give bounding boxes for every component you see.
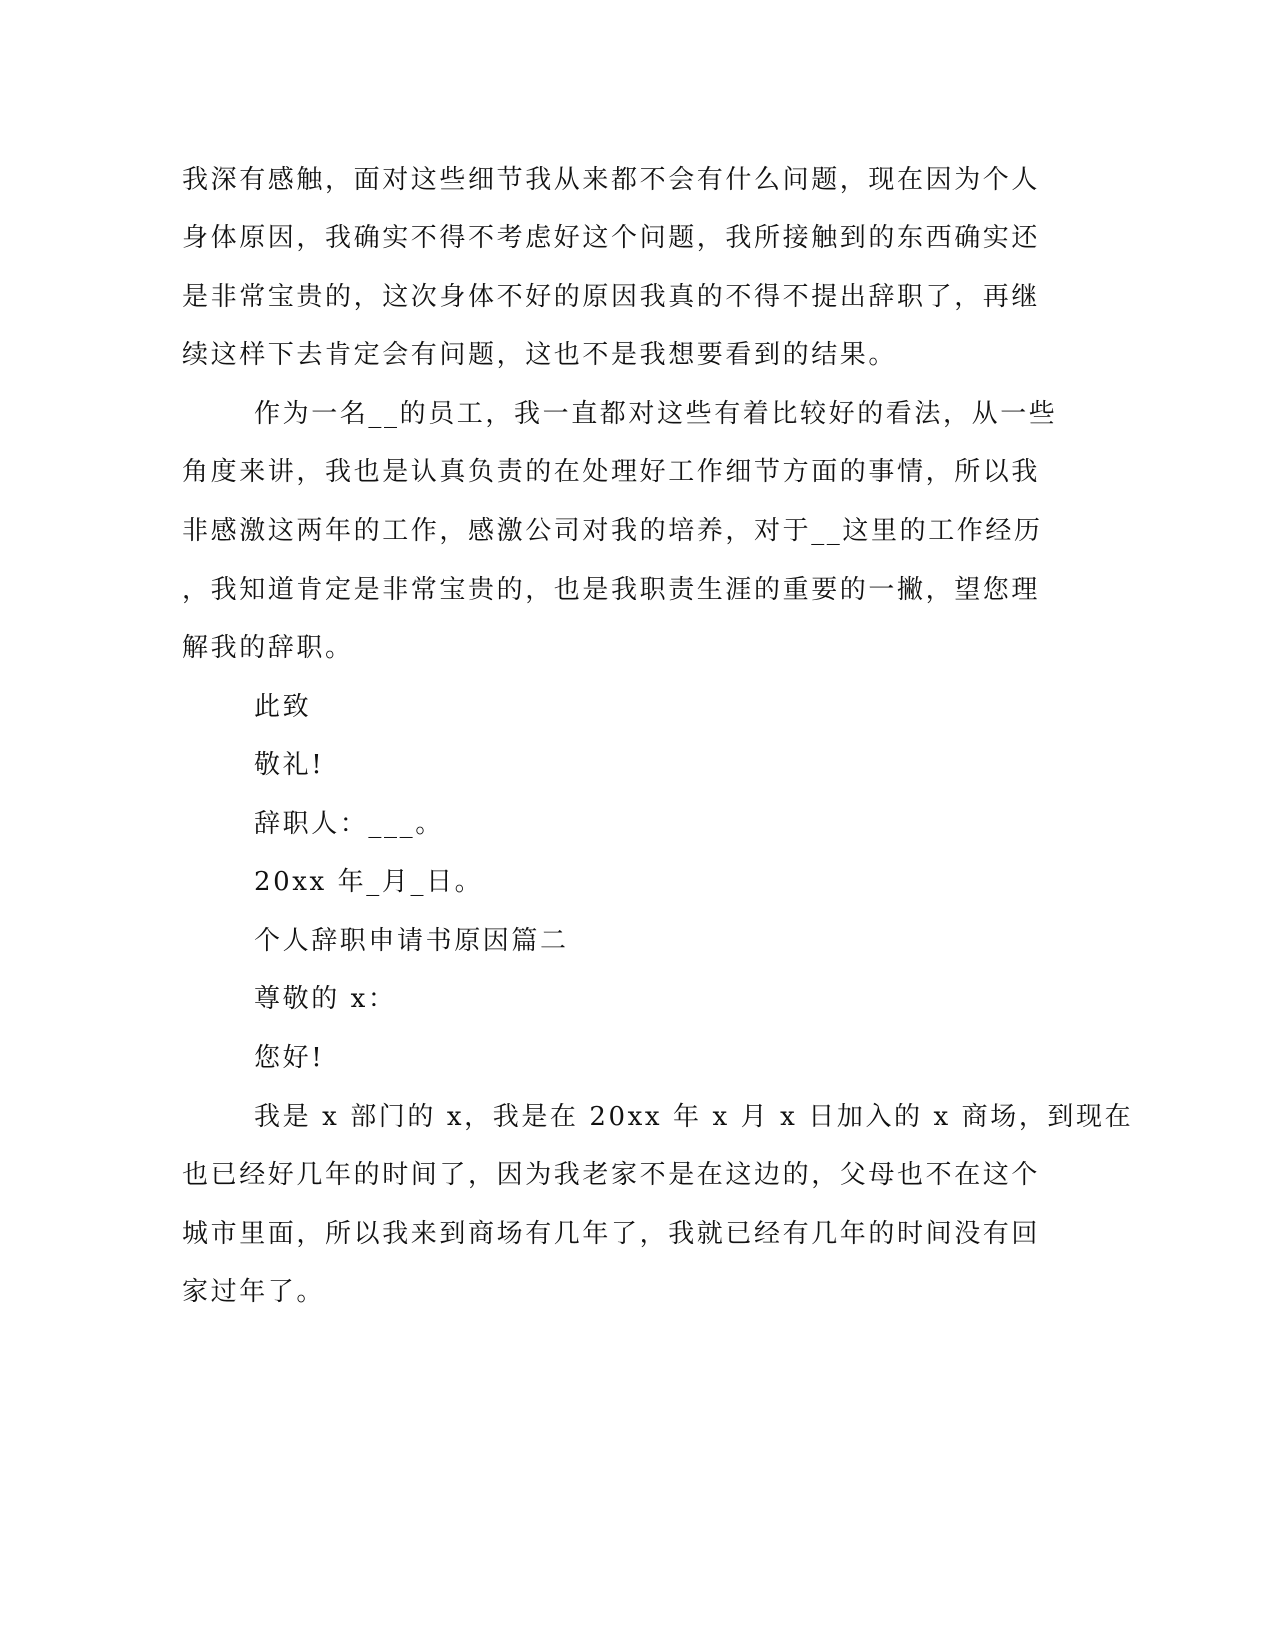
paragraph-2-line-4: ，我知道肯定是非常宝贵的，也是我职责生涯的重要的一撇，望您理 bbox=[182, 575, 1041, 605]
hello-text: 您好! bbox=[254, 1043, 325, 1073]
section-title: 个人辞职申请书原因篇二 bbox=[254, 926, 569, 956]
paragraph-1-line-1: 我深有感触，面对这些细节我从来都不会有什么问题，现在因为个人 bbox=[182, 165, 1041, 195]
paragraph-2-line-3: 非感激这两年的工作，感激公司对我的培养，对于__这里的工作经历 bbox=[182, 516, 1043, 546]
paragraph-2-line-2: 角度来讲，我也是认真负责的在处理好工作细节方面的事情，所以我 bbox=[182, 457, 1041, 487]
paragraph-2-line-5: 解我的辞职。 bbox=[182, 633, 354, 663]
signature-line: 辞职人：___。 bbox=[254, 809, 444, 839]
paragraph-3-line-1: 我是 x 部门的 x，我是在 20xx 年 x 月 x 日加入的 x 商场，到现在 bbox=[254, 1102, 1134, 1132]
salute-text: 敬礼! bbox=[254, 750, 325, 780]
greeting-text: 尊敬的 x： bbox=[254, 984, 397, 1014]
date-line: 20xx 年_月_日。 bbox=[254, 867, 484, 897]
paragraph-1-line-2: 身体原因，我确实不得不考虑好这个问题，我所接触到的东西确实还 bbox=[182, 223, 1041, 253]
closing-text: 此致 bbox=[254, 692, 312, 722]
paragraph-3-line-2: 也已经好几年的时间了，因为我老家不是在这边的，父母也不在这个 bbox=[182, 1160, 1041, 1190]
paragraph-1-line-3: 是非常宝贵的，这次身体不好的原因我真的不得不提出辞职了，再继 bbox=[182, 282, 1041, 312]
paragraph-3-line-3: 城市里面，所以我来到商场有几年了，我就已经有几年的时间没有回 bbox=[182, 1219, 1041, 1249]
paragraph-1-line-4: 续这样下去肯定会有问题，这也不是我想要看到的结果。 bbox=[182, 340, 898, 370]
paragraph-2-line-1: 作为一名__的员工，我一直都对这些有着比较好的看法，从一些 bbox=[254, 399, 1058, 429]
paragraph-3-line-4: 家过年了。 bbox=[182, 1277, 326, 1307]
